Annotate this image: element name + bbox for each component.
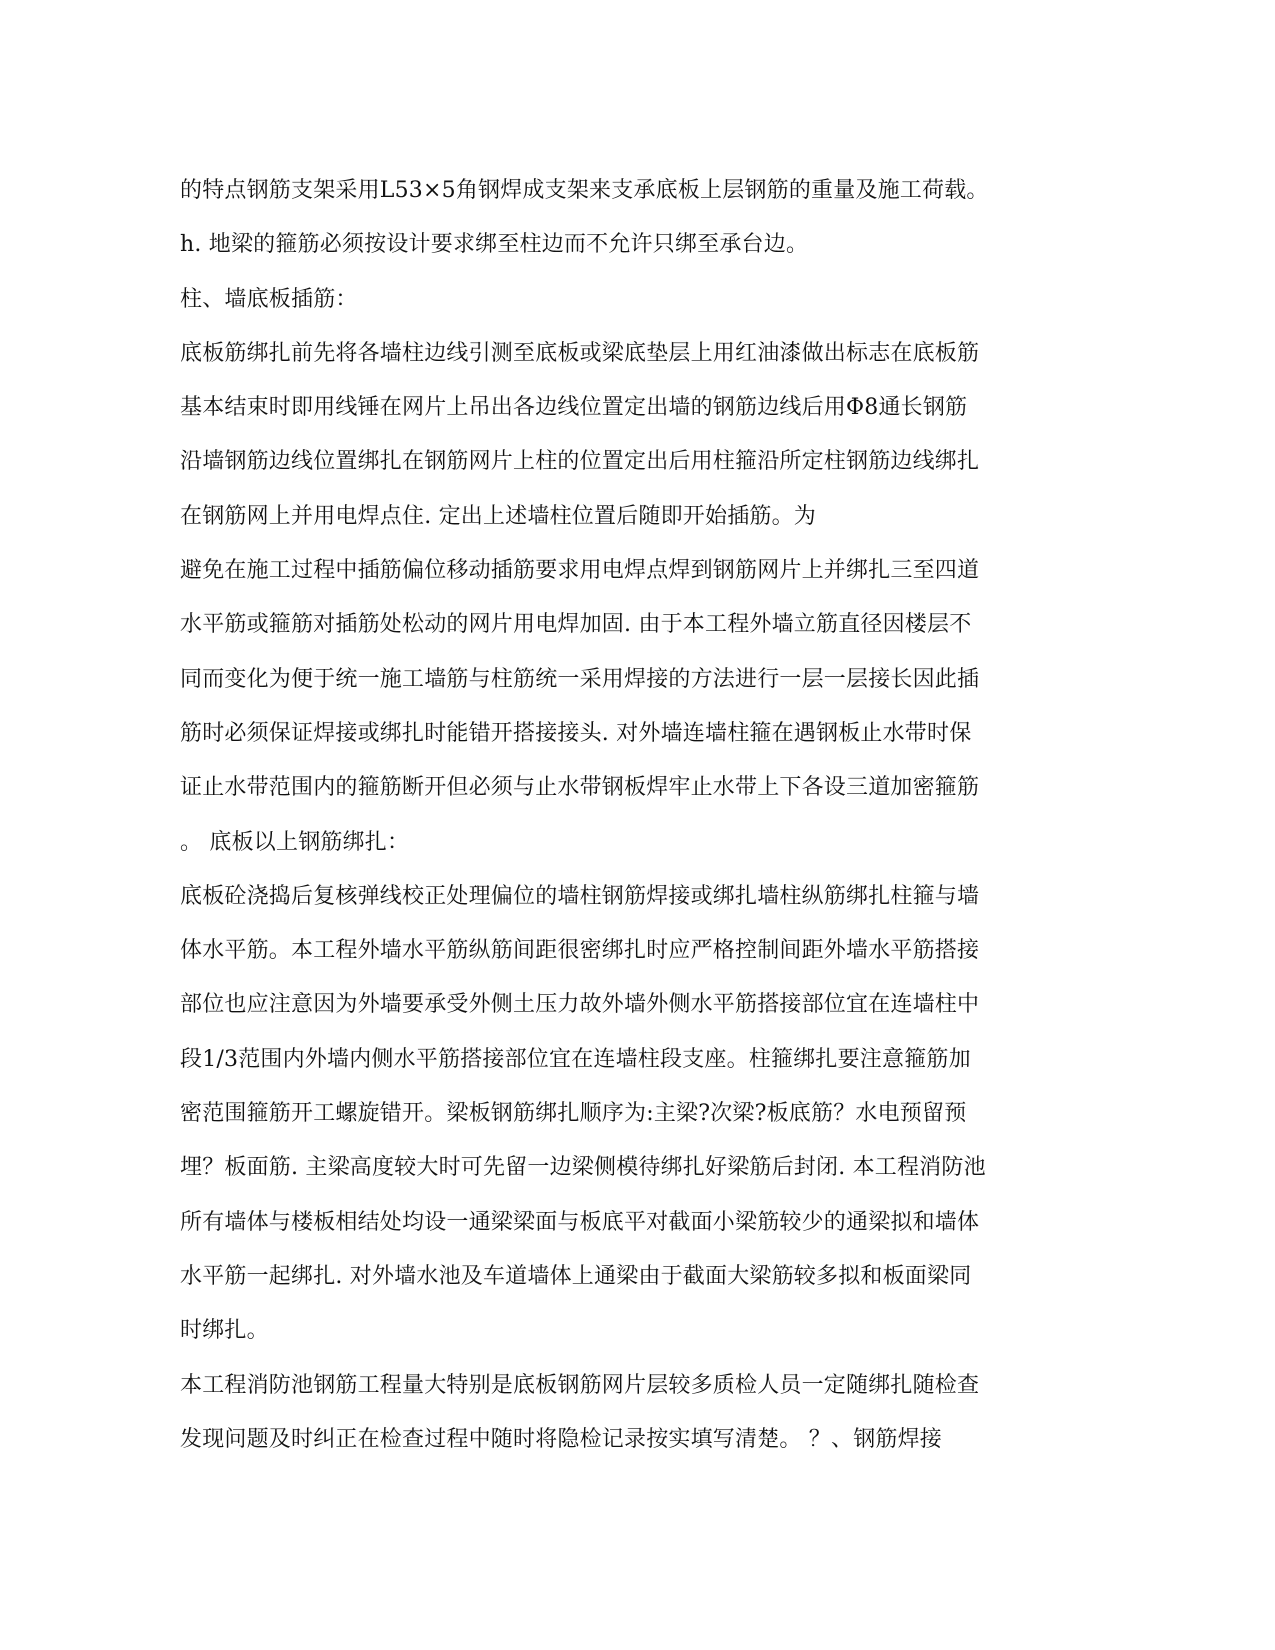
- document-body: [180, 164, 1090, 1467]
- text-line: 底板砼浇捣后复核弹线校正处理偏位的墙柱钢筋焊接或绑扎墙柱纵筋绑扎柱箍与墙: [180, 883, 980, 909]
- text-line: 的特点钢筋支架采用L53×5角钢焊成支架来支承底板上层钢筋的重量及施工荷载。: [180, 178, 989, 203]
- section-heading: 。 底板以上钢筋绑扎：: [180, 829, 410, 855]
- text-line: 在钢筋网上并用电焊点住. 定出上述墙柱位置后随即开始插筋。为: [180, 503, 816, 529]
- text-line: 时绑扎。: [180, 1318, 269, 1344]
- text-line: 所有墙体与楼板相结处均设一通梁梁面与板底平对截面小梁筋较少的通梁拟和墙体: [180, 1209, 980, 1235]
- text-line: 体水平筋。本工程外墙水平筋纵筋间距很密绑扎时应严格控制间距外墙水平筋搭接: [180, 938, 980, 964]
- text-line: 证止水带范围内的箍筋断开但必须与止水带钢板焊牢止水带上下各设三道加密箍筋: [180, 775, 980, 801]
- text-line: 水平筋一起绑扎. 对外墙水池及车道墙体上通梁由于截面大梁筋较多拟和板面梁同: [180, 1263, 972, 1289]
- section-heading: 柱、墙底板插筋：: [180, 286, 358, 312]
- text-line: 密范围箍筋开工螺旋错开。梁板钢筋绑扎顺序为:主梁?次梁?板底筋？水电预留预: [180, 1101, 967, 1127]
- text-line: 底板筋绑扎前先将各墙柱边线引测至底板或梁底垫层上用红油漆做出标志在底板筋: [180, 340, 980, 366]
- text-line: 段1/3范围内外墙内侧水平筋搭接部位宜在连墙柱段支座。柱箍绑扎要注意箍筋加: [180, 1046, 971, 1072]
- text-line: 避免在施工过程中插筋偏位移动插筋要求用电焊点焊到钢筋网片上并绑扎三至四道: [180, 558, 980, 584]
- text-line: 发现问题及时纠正在检查过程中随时将隐检记录按实填写清楚。 ？、钢筋焊接: [180, 1426, 942, 1452]
- text-line: 部位也应注意因为外墙要承受外侧土压力故外墙外侧水平筋搭接部位宜在连墙柱中: [180, 992, 980, 1018]
- text-line: h. 地梁的箍筋必须按设计要求绑至柱边而不允许只绑至承台边。: [180, 232, 809, 258]
- text-line: 基本结束时即用线锤在网片上吊出各边线位置定出墙的钢筋边线后用Φ8通长钢筋: [180, 395, 968, 421]
- text-line: 埋？板面筋. 主梁高度较大时可先留一边梁侧模待绑扎好梁筋后封闭. 本工程消防池: [180, 1155, 986, 1181]
- text-line: 同而变化为便于统一施工墙筋与柱筋统一采用焊接的方法进行一层一层接长因此插: [180, 666, 980, 692]
- text-line: 水平筋或箍筋对插筋处松动的网片用电焊加固. 由于本工程外墙立筋直径因楼层不: [180, 612, 972, 638]
- text-line: 沿墙钢筋边线位置绑扎在钢筋网片上柱的位置定出后用柱箍沿所定柱钢筋边线绑扎: [180, 449, 980, 475]
- text-line: 本工程消防池钢筋工程量大特别是底板钢筋网片层较多质检人员一定随绑扎随检查: [180, 1372, 980, 1398]
- text-line: 筋时必须保证焊接或绑扎时能错开搭接接头. 对外墙连墙柱箍在遇钢板止水带时保: [180, 720, 972, 746]
